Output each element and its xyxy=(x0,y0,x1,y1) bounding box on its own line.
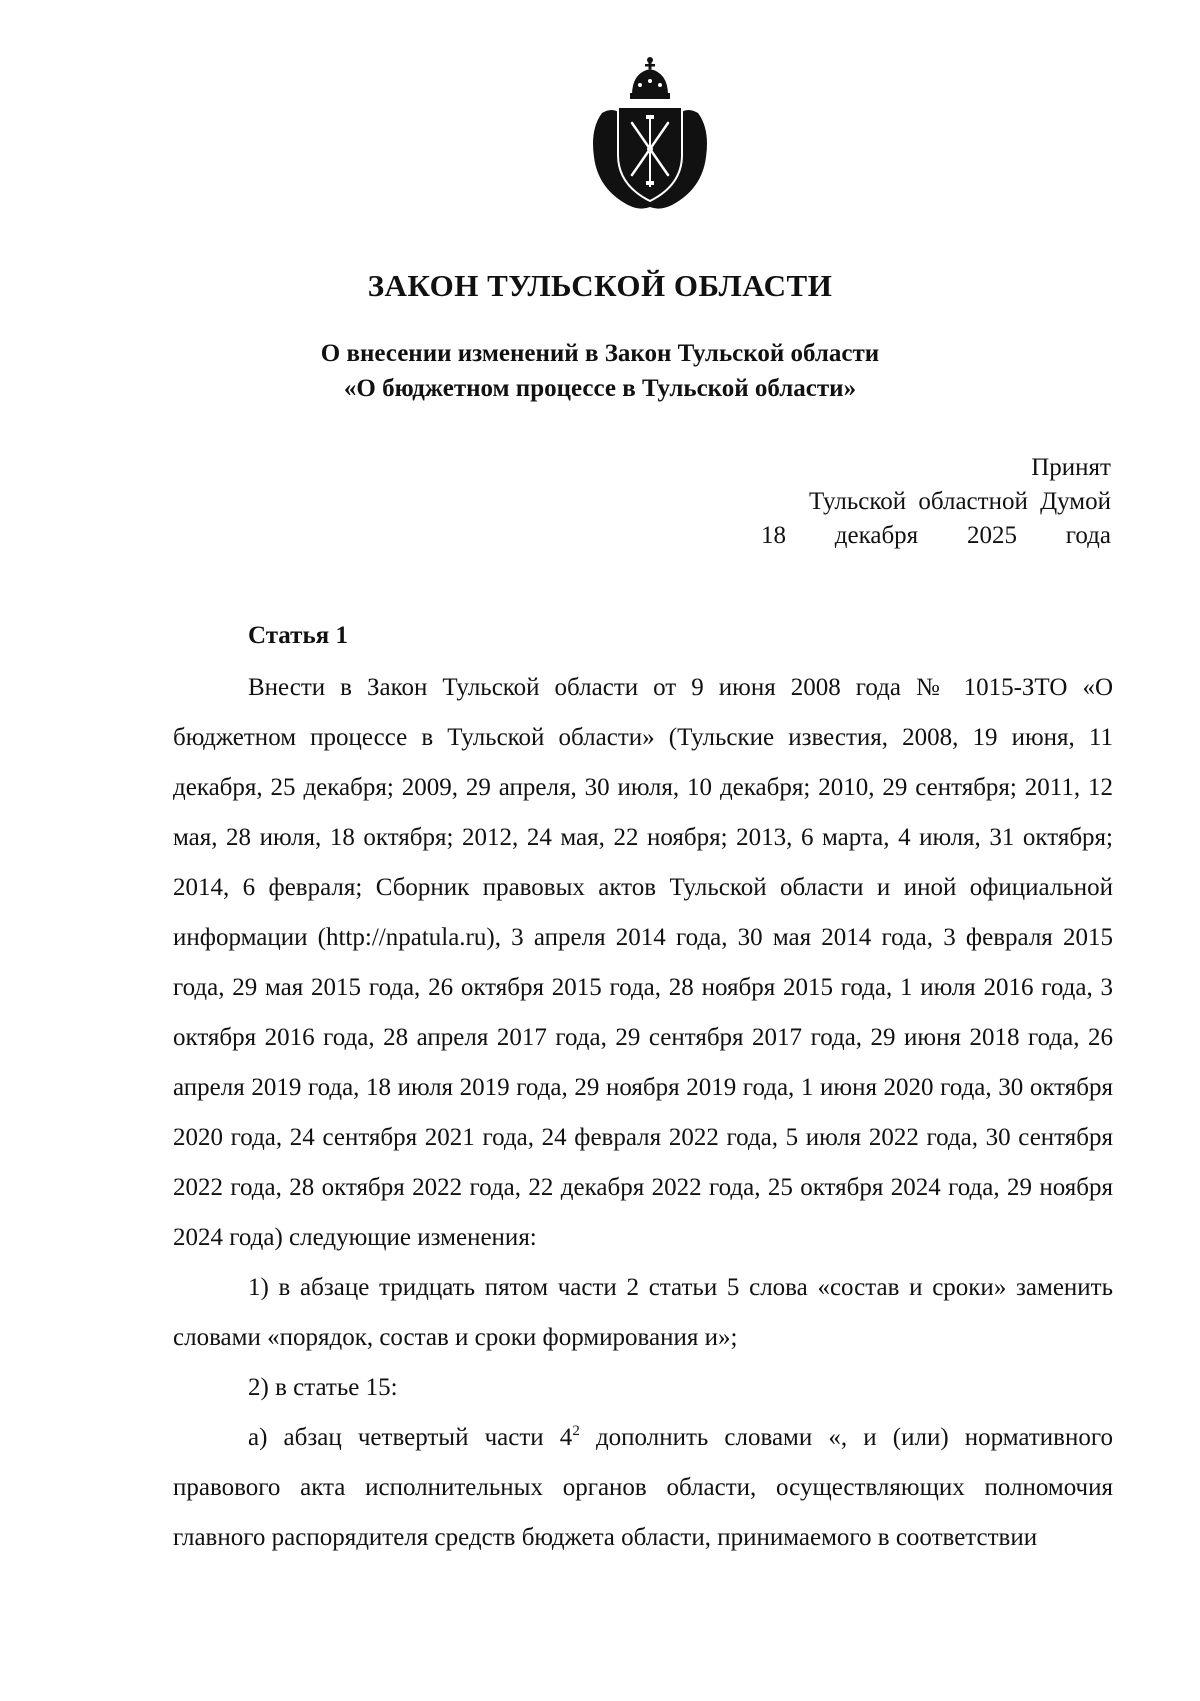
adoption-block xyxy=(761,451,1111,553)
article-item-2a xyxy=(173,1413,1113,1563)
adoption-day: 18 xyxy=(761,522,786,549)
item-2a-text-continued: дополнить словами «, и (или) нормативного правового акта исполнительных органов области, осуществляющих полномочия главного распорядителя средств бюджета области, принимаемого в соответствии xyxy=(173,1424,1114,1551)
adoption-date xyxy=(761,519,1111,553)
article-body xyxy=(173,663,1113,1563)
item-2a-text: а) абзац четвертый части 4 xyxy=(248,1424,573,1451)
adopted-label: Принят xyxy=(1031,454,1111,481)
article-intro: Внести в Закон Тульской области от 9 июня 2008 года № 1015-ЗТО «О бюджетном процессе в Тульской области» (Тульские известия, 2008, 19 июня, 11 декабря, 25 декабря; 2009, 29 апреля, 30 июля, 10 декабря; 2010, 29 сентября; 2011, 12 мая, 28 июля, 18 октября; 2012, 24 мая, 22 ноября; 2013, 6 марта, 4 июля, 31 октября; 2014, 6 февраля; Сборник правовых актов Тульской области и иной официальной информации (http://npatula.ru), 3 апреля 2014 года, 30 мая 2014 года, 3 февраля 2015 года, 29 мая 2015 года, 26 октября 2015 года, 28 ноября 2015 года, 1 июля 2016 года, 3 октября 2016 года, 28 апреля 2017 года, 29 сентября 2017 года, 29 июня 2018 года, 26 апреля 2019 года, 18 июля 2019 года, 29 ноября 2019 года, 1 июня 2020 года, 30 октября 2020 года, 24 сентября 2021 года, 24 февраля 2022 года, 5 июля 2022 года, 30 сентября 2022 года, 28 октября 2022 года, 22 декабря 2022 года, 25 октября 2024 года, 29 ноября 2024 года) следующие изменения: xyxy=(173,674,1113,1251)
adopted-by: Тульской областной Думой xyxy=(808,488,1111,515)
article-item-1: 1) в абзаце тридцать пятом части 2 статьи 5 слова «состав и сроки» заменить словами «порядок, состав и сроки формирования и»; xyxy=(173,1274,1113,1351)
item-2a-superscript: 2 xyxy=(572,1423,580,1439)
adoption-year-word: года xyxy=(1065,522,1111,549)
law-subtitle xyxy=(0,336,1200,406)
adoption-month: декабря xyxy=(834,522,919,549)
article-heading: Статья 1 xyxy=(248,622,348,649)
article-item-2: 2) в статье 15: xyxy=(248,1374,398,1401)
coat-of-arms-icon xyxy=(588,55,712,213)
subtitle-line: О внесении изменений в Закон Тульской области xyxy=(320,340,880,367)
law-title: ЗАКОН ТУЛЬСКОЙ ОБЛАСТИ xyxy=(367,268,833,303)
adoption-year: 2025 xyxy=(966,522,1017,549)
subtitle-line: «О бюджетном процессе в Тульской области» xyxy=(343,375,857,402)
